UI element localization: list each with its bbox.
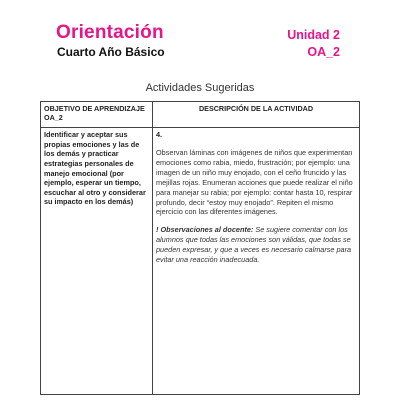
- unit-label: Unidad 2: [287, 28, 340, 42]
- activities-table: [40, 101, 360, 395]
- objective-cell: Identificar y aceptar sus propias emociones y las de los demás y practicar estrategias personales de manejo emocional (por ejemplo, esperar un tiempo, escuchar al otro y considerar su impacto en los demás): [41, 128, 153, 395]
- section-title: Actividades Sugeridas: [145, 82, 255, 94]
- page-header: [0, 0, 400, 70]
- objective-header: OBJETIVO DE APRENDIZAJE OA_2: [41, 102, 153, 128]
- observations-text: Se sugiere comentar con los alumnos que todas las emociones son válidas, que todas se pueden expresar, y que a veces es necesario calmarse para evitar una reacción inadecuada.: [156, 225, 352, 265]
- activity-number: 4.: [156, 130, 163, 139]
- subject-title: Orientación: [56, 22, 164, 43]
- description-cell: [153, 128, 360, 395]
- observations-label: ! Observaciones al docente:: [156, 225, 256, 235]
- description-header: DESCRIPCIÓN DE LA ACTIVIDAD: [153, 102, 360, 128]
- table-header-row: [41, 102, 360, 128]
- oa-label: OA_2: [307, 45, 340, 59]
- table-row: [41, 128, 360, 395]
- activity-description: Observan láminas con imágenes de niños que experimentan emociones como rabia, miedo, frustración; por ejemplo: una imagen de un niño muy enojado, con el ceño fruncido y las mejillas rojas. Enumeran acciones que puede realizar el niño para manejar su rabia; por ejemplo: contar hasta 10, respirar profundo, decir “estoy muy enojado”. Repiten el mismo ejercicio con las diferentes imágenes.: [156, 147, 353, 217]
- teacher-observations: [156, 225, 356, 265]
- grade-label: Cuarto Año Básico: [57, 45, 165, 59]
